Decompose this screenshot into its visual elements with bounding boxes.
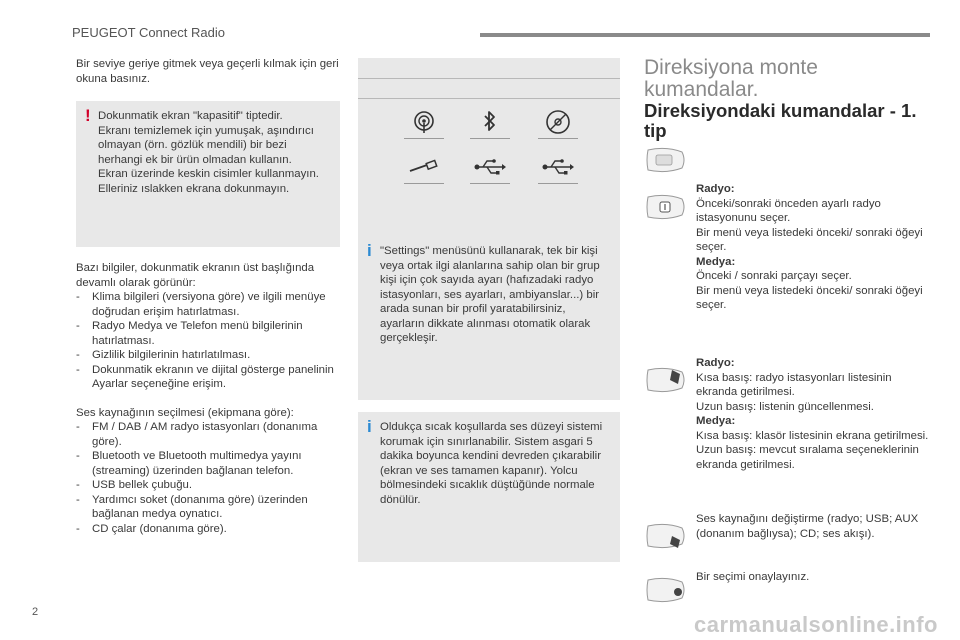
text: Bir menü veya listedeki önceki/ sonraki öğeyi seçer. — [696, 284, 923, 311]
info-icon: i — [367, 417, 372, 436]
note-text: Oldukça sıcak koşullarda ses düzeyi sistemi korumak için sınırlanabilir. Sistem asgari 5 dakika boyunca kendini devreden çıkarabilir (ekran ve ses tamamen kapanır). Yolcu bölmesindeki sıcaklık düştüğünde normale dönülür. — [380, 421, 603, 506]
list-item: - CD çalar (donanıma göre). — [76, 522, 340, 537]
usb-icon — [540, 152, 576, 182]
left-column — [76, 57, 340, 536]
settings-info-note — [358, 236, 620, 400]
info-intro: Bazı bilgiler, dokunmatik ekranın üst başlığında devamlı olarak görünür: — [76, 262, 315, 289]
label: Radyo: — [696, 183, 735, 195]
cd-icon — [540, 107, 576, 137]
label: Medya: — [696, 415, 736, 427]
source-intro: Ses kaynağının seçilmesi (ekipmana göre): — [76, 406, 294, 419]
warning-note — [76, 101, 340, 247]
list-item: - Gizlilik bilgilerinin hatırlatılması. — [76, 348, 340, 363]
list-item: - Bluetooth ve Bluetooth multimedya yayını (streaming) üzerinden bağlanan telefon. — [76, 449, 340, 478]
text: Bir seçimi onaylayınız. — [696, 571, 810, 583]
control-description — [696, 356, 930, 472]
label: Radyo: — [696, 357, 735, 369]
right-column — [644, 57, 934, 141]
header-title: PEUGEOT Connect Radio — [72, 25, 225, 40]
list-item: - USB bellek çubuğu. — [76, 478, 340, 493]
text: Önceki/sonraki önceden ayarlı radyo istasyonunu seçer. — [696, 197, 881, 224]
warning-line: Ekran üzerinde keskin cisimler kullanmayın. — [98, 168, 319, 180]
radio-icon — [406, 107, 442, 137]
aux-jack-icon — [406, 152, 442, 182]
steering-control-icon — [644, 146, 688, 174]
text: Ses kaynağını değiştirme (radyo; USB; AUX (donanım bağlıysa); CD; ses akışı). — [696, 513, 919, 540]
watermark: carmanualsonline.info — [694, 612, 938, 637]
page-number: 2 — [32, 606, 39, 618]
label: Medya: — [696, 255, 736, 268]
warning-line: Ekranı temizlemek için yumuşak, aşındırıcı olmayan (örn. gözlük mendili) bir bezi herhangi ek bir ürün olmadan kullanın. — [98, 124, 314, 166]
text: Uzun basış: mevcut sıralama seçeneklerinin ekranda getirilmesi. — [696, 444, 919, 471]
steering-control-icon — [644, 366, 688, 394]
warning-line: Elleriniz ıslakken ekrana dokunmayın. — [98, 182, 290, 195]
text: Kısa basış: klasör listesinin ekrana getirilmesi. — [696, 429, 929, 442]
warning-icon: ! — [85, 106, 91, 125]
section-subtitle: Direksiyondaki kumandalar - 1. tip — [644, 100, 917, 141]
info-icon: i — [367, 241, 372, 260]
list-item: - Klima bilgileri (versiyona göre) ve ilgili menüye doğrudan erişim hatırlatması. — [76, 290, 340, 319]
steering-control-icon — [644, 576, 688, 604]
text: Uzun basış: listenin güncellenmesi. — [696, 400, 874, 413]
control-description — [696, 512, 930, 541]
warning-line: Dokunmatik ekran "kapasitif" tiptedir. — [98, 110, 283, 122]
section-title: Direksiyona monte kumandalar. — [644, 56, 818, 101]
temperature-info-note — [358, 412, 620, 562]
intro-text: Bir seviye geriye gitmek veya geçerli kılmak için geri okuna basınız. — [76, 58, 339, 85]
steering-control-icon — [644, 193, 688, 221]
list-item: - Dokunmatik ekranın ve dijital gösterge panelinin Ayarlar seçeneğine erişim. — [76, 363, 340, 392]
screen-illustration — [358, 58, 620, 244]
list-item: - FM / DAB / AM radyo istasyonları (donanıma göre). — [76, 420, 340, 449]
list-item: - Radyo Medya ve Telefon menü bilgilerinin hatırlatması. — [76, 319, 340, 348]
text: Bir menü veya listedeki önceki/ sonraki öğeyi seçer. — [696, 226, 923, 253]
note-text: "Settings" menüsünü kullanarak, tek bir kişi veya ortak ilgi alanlarına sahip olan bir grup kişi için çok sayıda ayarı (hafızadaki radyo istasyonları, ses ayarları, ambiyanslar...) bir arada sunan bir profil yaratabilirsiniz, ayarların dikkate alınması otomatik olarak gerçekleşir. — [380, 245, 600, 344]
list-item: - Yardımcı soket (donanıma göre) üzerinden bağlanan medya oynatıcı. — [76, 493, 340, 522]
info-list — [76, 290, 340, 392]
text: Kısa basış: radyo istasyonları listesinin ekranda getirilmesi. — [696, 371, 892, 398]
bluetooth-icon — [472, 107, 508, 137]
header-bar — [480, 33, 930, 37]
source-list — [76, 420, 340, 536]
usb-icon — [472, 152, 508, 182]
control-description — [696, 182, 930, 313]
text: Önceki / sonraki parçayı seçer. — [696, 270, 852, 282]
steering-control-icon — [644, 522, 688, 550]
control-description — [696, 570, 930, 585]
